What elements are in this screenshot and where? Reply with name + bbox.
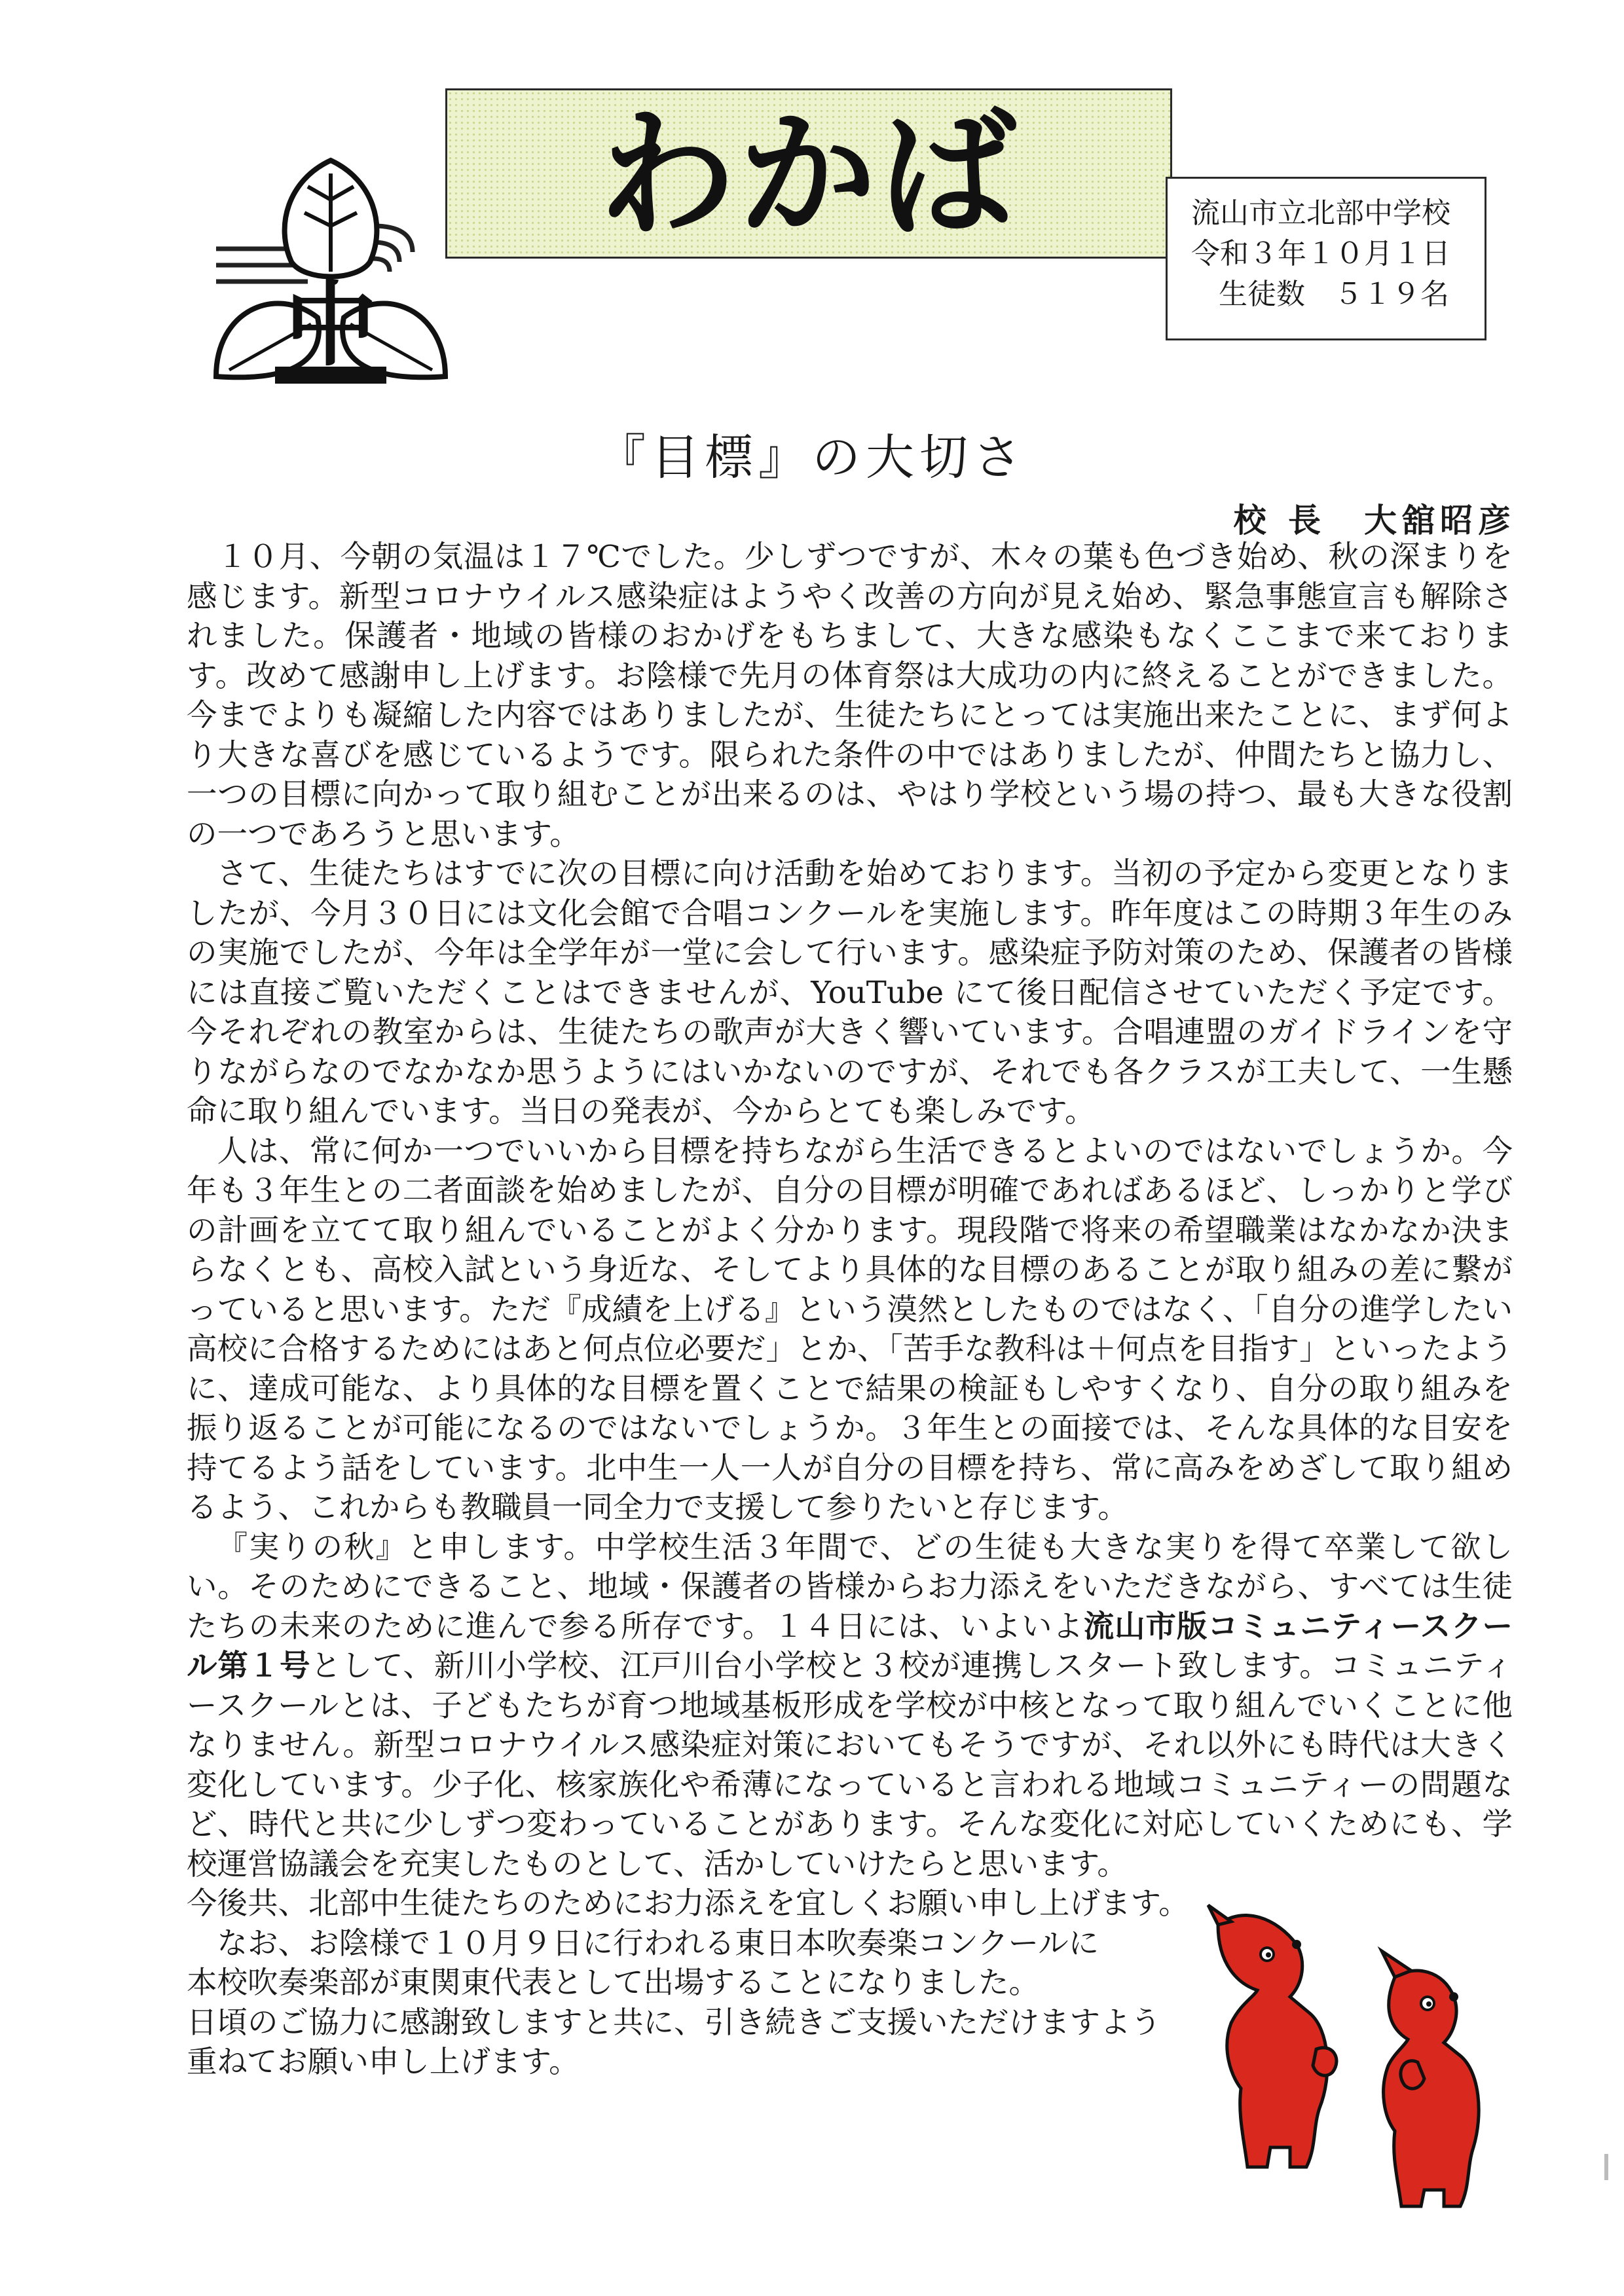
school-emblem xyxy=(177,141,485,416)
paragraph-1: １０月、今朝の気温は１７℃でした。少しずつですが、木々の葉も色づき始め、秋の深まりを感じます。新型コロナウイルス感染症はようやく改善の方向が見え始め、緊急事態宣言も解除されました。保護者・地域の皆様のおかげをもちまして、大きな感染もなくここまで来ております。改めて感謝申し上げます。お陰様で先月の体育祭は大成功の内に終えることができました。今までよりも凝縮した内容ではありましたが、生徒たちにとっては実施出来たことに、まず何より大きな喜びを感じているようです。限られた条件の中ではありましたが、仲間たちと協力し、一つの目標に向かって取り組むことが出来るのは、やはり学校という場の持つ、最も大きな役割の一つであろうと思います。 xyxy=(187,539,1513,852)
article-title: 『目標』の大切さ xyxy=(597,429,1027,486)
mascot-graphic xyxy=(1192,1899,1526,2226)
paragraph-5: 今後共、北部中生徒たちのためにお力添えを宜しくお願い申し上げます。 xyxy=(187,1886,1189,1921)
paragraph-2: さて、生徒たちはすでに次の目標に向け活動を始めております。当初の予定から変更となりましたが、今月３０日には文化会館で合唱コンクールを実施します。昨年度はこの時期３年生のみの実施でしたが、今年は全学年が一堂に会して行います。感染症予防対策のため、保護者の皆様には直接ご覧いただくことはできませんが、YouTube にて後日配信させていただく予定です。今それぞれの教室からは、生徒たちの歌声が大きく響いています。合唱連盟のガイドラインを守りながらなのでなかなか思うようにはいかないのですが、それでも各クラスが工夫して、一生懸命に取り組んでいます。当日の発表が、今からとても楽しみです。 xyxy=(187,856,1513,1129)
paragraph-6-line-2: 本校吹奏楽部が東関東代表として出場することになりました。 xyxy=(187,1965,1039,2000)
student-count: 生徒数 ５１９名 xyxy=(1219,278,1449,311)
paragraph-4-start: 『実りの秋』と申します。中学校生活３年間で、どの生徒も大きな実りを得て卒業して欲しい。そのためにできること、地域・保護者の皆様からお力添えをいただきながら、すべては生徒たちの未来のために進んで参る所存です。１４日には、いよいよ xyxy=(187,1529,1513,1644)
issue-info-box xyxy=(1166,177,1486,340)
scan-artifact xyxy=(1604,2154,1608,2180)
paragraph-6-line-1: なお、お陰様で１０月９日に行われる東日本吹奏楽コンクールに xyxy=(217,1925,1099,1961)
newsletter-title: わかば xyxy=(598,95,1019,255)
paragraph-4 xyxy=(187,1527,1513,1884)
paragraph-6-line-3: 日頃のご協力に感謝致しますと共に、引き続きご支援いただけますよう xyxy=(187,2004,1161,2040)
issue-date: 令和３年１０月１日 xyxy=(1191,237,1450,270)
article-body xyxy=(187,537,1513,2082)
paragraph-3: 人は、常に何か一つでいいから目標を持ちながら生活できるとよいのではないでしょうか。今年も３年生との二者面談を始めましたが、自分の目標が明確であればあるほど、しっかりと学びの計画を立てて取り組んでいることがよく分かります。現段階で将来の希望職業はなかなか決まらなくとも、高校入試という身近な、そしてより具体的な目標のあることが取り組みの差に繋がっていると思います。ただ『成績を上げる』という漠然としたものではなく、「自分の進学したい高校に合格するためにはあと何点位必要だ」とか、「苦手な教科は＋何点を目指す」といったように、達成可能な、より具体的な目標を置くことで結果の検証もしやすくなり、自分の取り組みを振り返ることが可能になるのではないでしょうか。３年生との面接では、そんな具体的な目安を持てるよう話をしています。北中生一人一人が自分の目標を持ち、常に高みをめざして取り組めるよう、これからも教職員一同全力で支援して参りたいと存じます。 xyxy=(187,1133,1513,1525)
emblem-character: 中 xyxy=(284,272,377,379)
school-name: 流山市立北部中学校 xyxy=(1191,196,1450,230)
mascot-illustration xyxy=(1192,1899,1526,2226)
school-emblem-graphic xyxy=(177,141,485,416)
article-author: 校 長 大舘昭彦 xyxy=(1233,501,1516,539)
community-school-highlight: 流山市版コミュニティースクール第１号 xyxy=(187,1607,1513,1683)
masthead-box xyxy=(445,88,1172,259)
paragraph-6-line-4: 重ねてお願い申し上げます。 xyxy=(187,2044,580,2079)
paragraph-4-end: として、新川小学校、江戸川台小学校と３校が連携しスタート致します。コミュニティースクールとは、子どもたちが育つ地域基板形成を学校が中核となって取り組んでいくことに他なりません。新型コロナウイルス感染症対策においてもそうですが、それ以外にも時代は大きく変化しています。少子化、核家族化や希薄になっていると言われる地域コミュニティーの問題など、時代と共に少しずつ変わっていることがあります。そんな変化に対応していくためにも、学校運営協議会を充実したものとして、活かしていけたらと思います。 xyxy=(187,1648,1513,1882)
